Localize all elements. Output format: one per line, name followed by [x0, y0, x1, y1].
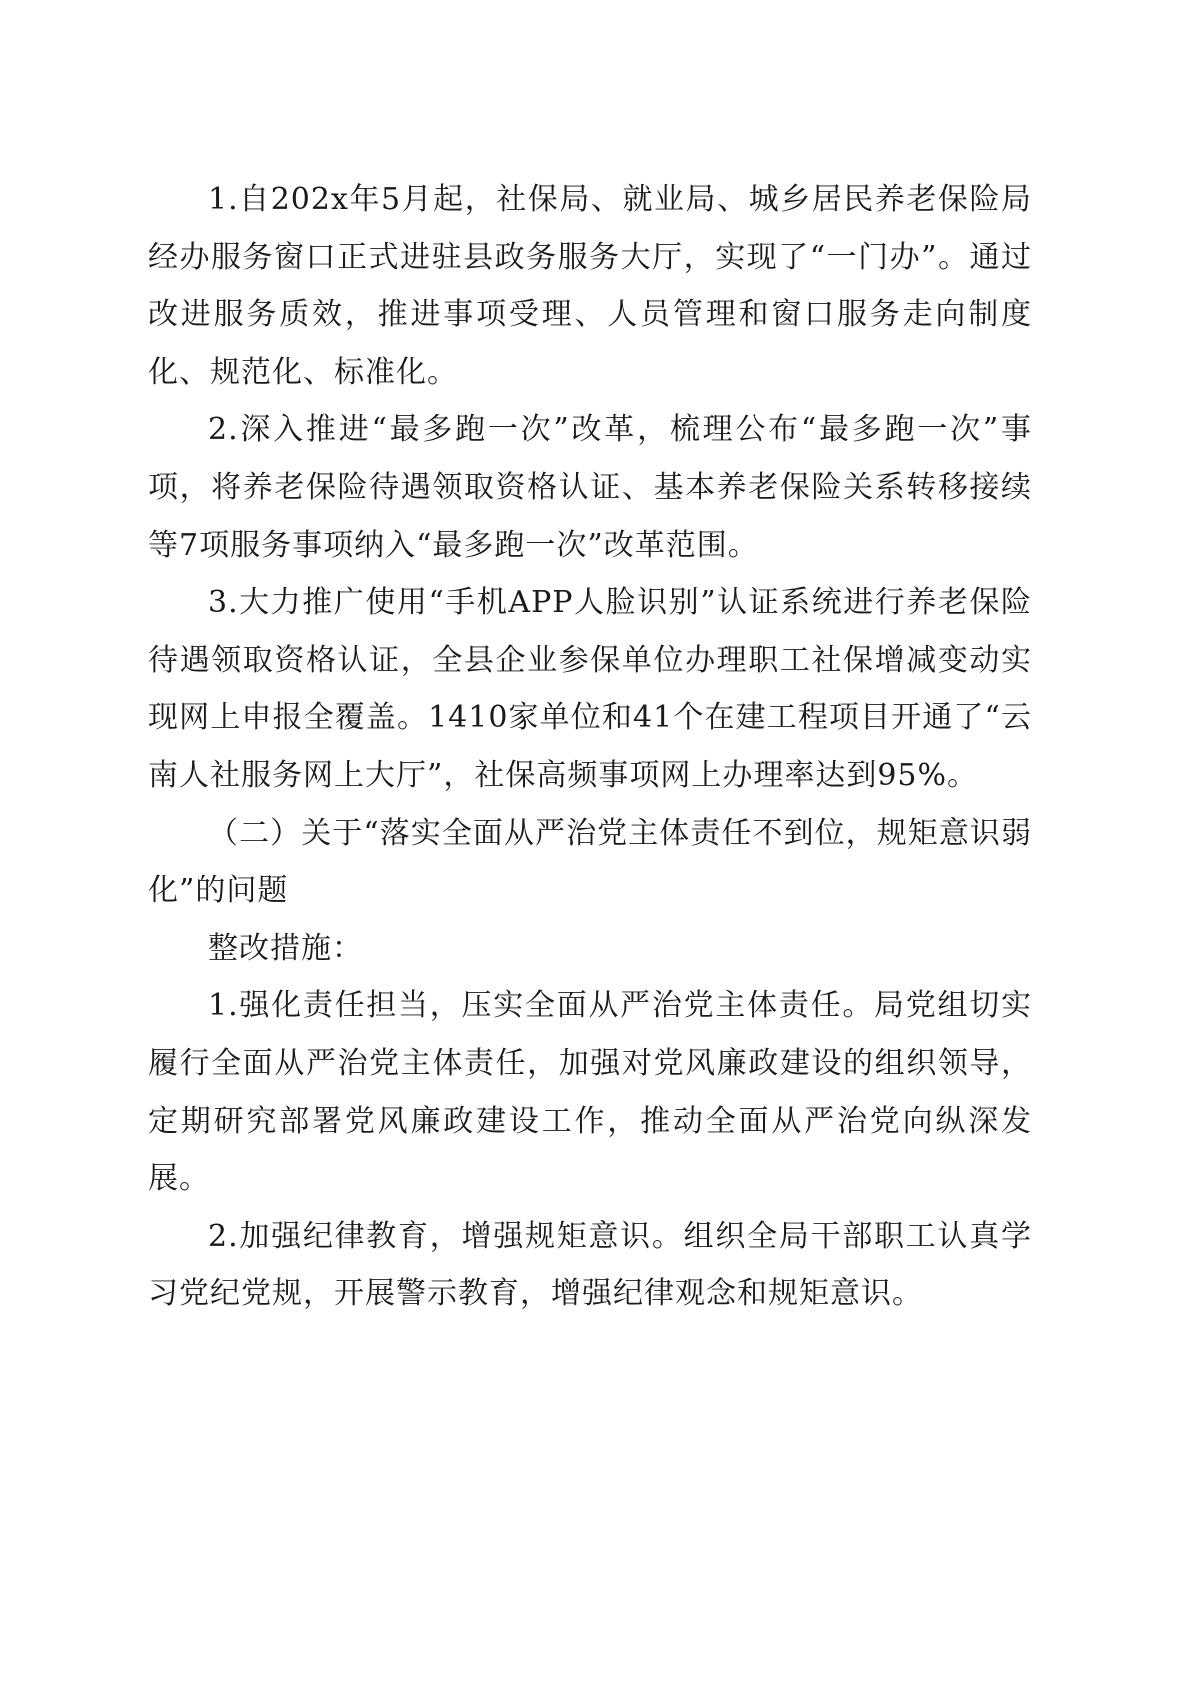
measure-item-1: 1.强化责任担当，压实全面从严治党主体责任。局党组切实履行全面从严治党主体责任，加强对党风廉政建设的组织领导，定期研究部署党风廉政建设工作，推动全面从严治党向纵深发展。: [148, 988, 1032, 1197]
measure-item-2: 2.加强纪律教育，增强规矩意识。组织全局干部职工认真学习党纪党规，开展警示教育，增强纪律观念和规矩意识。: [148, 1218, 1032, 1312]
paragraph-item-1: 1.自202x年5月起，社保局、就业局、城乡居民养老保险局经办服务窗口正式进驻县政务服务大厅，实现了“一门办”。通过改进服务质效，推进事项受理、人员管理和窗口服务走向制度化、规范化、标准化。: [148, 182, 1032, 390]
document-body: [148, 171, 1032, 1323]
measures-label: 整改措施：: [208, 930, 363, 966]
paragraph-item-2: 2.深入推进“最多跑一次”改革，梳理公布“最多跑一次”事项，将养老保险待遇领取资格认证、基本养老保险关系转移接续等7项服务事项纳入“最多跑一次”改革范围。: [148, 412, 1032, 563]
paragraph-item-3: 3.大力推广使用“手机APP人脸识别”认证系统进行养老保险待遇领取资格认证，全县企业参保单位办理职工社保增减变动实现网上申报全覆盖。1410家单位和41个在建工程项目开通了“云南人社服务网上大厅”，社保高频事项网上办理率达到95%。: [148, 585, 1032, 793]
section-heading-2: （二）关于“落实全面从严治党主体责任不到位，规矩意识弱化”的问题: [148, 815, 1032, 909]
